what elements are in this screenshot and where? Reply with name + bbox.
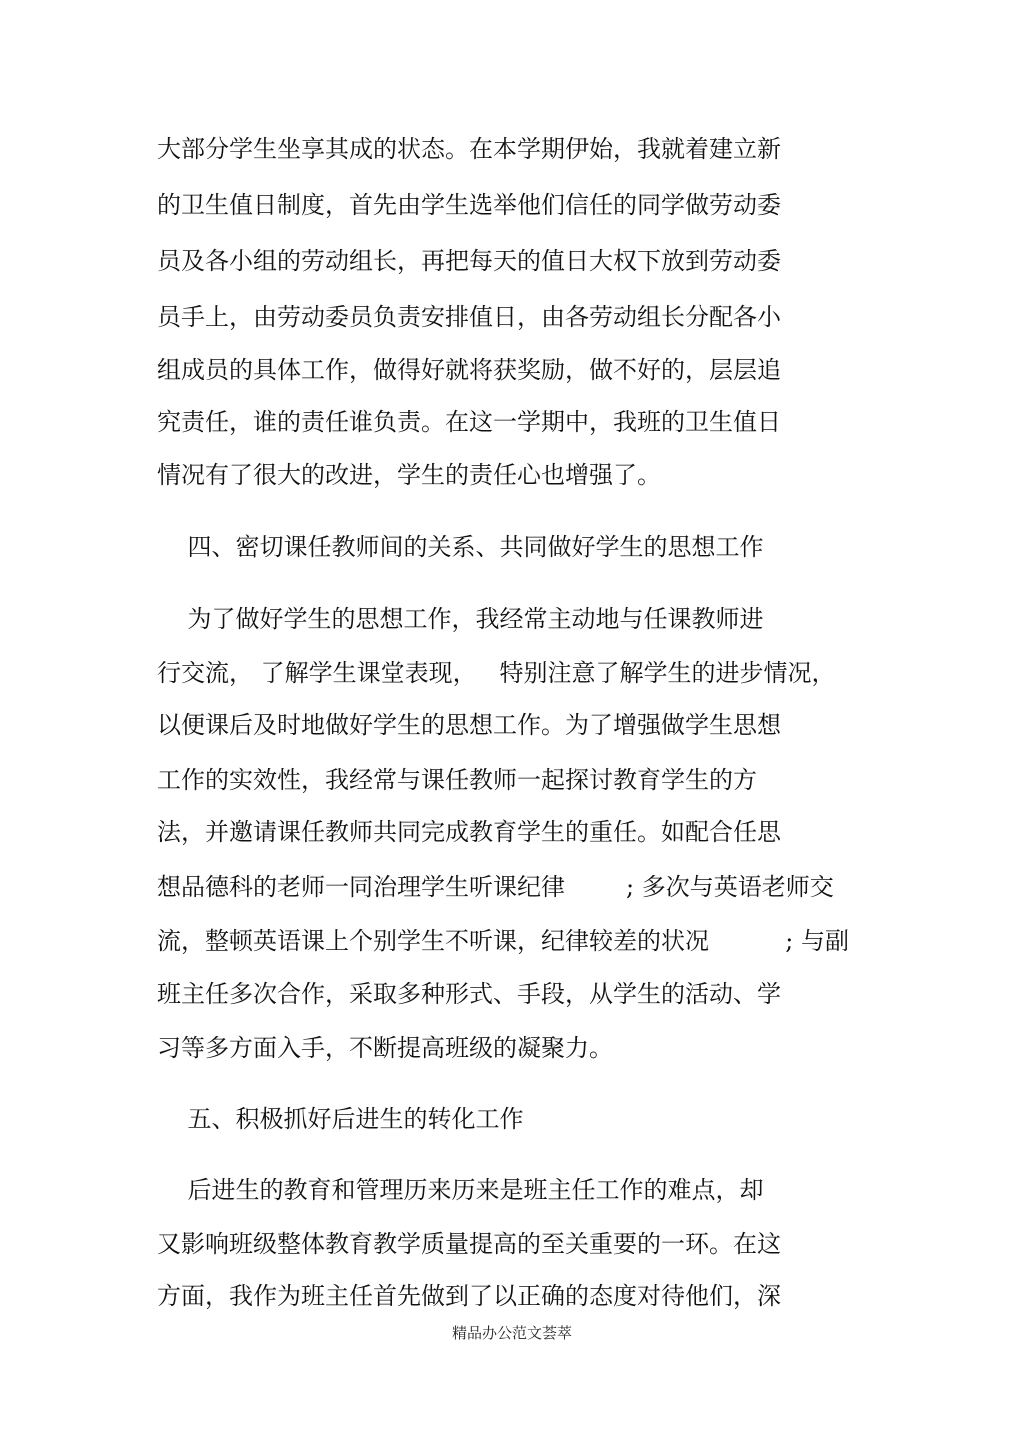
paragraph-line: 员及各小组的劳动组长，再把每天的值日大权下放到劳动委 [157, 247, 781, 275]
paragraph-line: 习等多方面入手，不断提高班级的凝聚力。 [157, 1034, 613, 1062]
paragraph-line: 班主任多次合作，采取多种形式、手段，从学生的活动、学 [157, 980, 781, 1008]
paragraph-line: 员手上，由劳动委员负责安排值日，由各劳动组长分配各小 [157, 303, 781, 331]
paragraph-line: 以便课后及时地做好学生的思想工作。为了增强做学生思想 [157, 711, 781, 739]
paragraph-line: 方面，我作为班主任首先做到了以正确的态度对待他们，深 [157, 1282, 781, 1310]
paragraph-line: 法，并邀请课任教师共同完成教育学生的重任。如配合任思 [157, 818, 781, 846]
paragraph-line: 大部分学生坐享其成的状态。在本学期伊始，我就着建立新 [157, 135, 781, 163]
paragraph-line: 又影响班级整体教育教学质量提高的至关重要的一环。在这 [157, 1230, 781, 1258]
paragraph-line: 流，整顿英语课上个别学生不听课，纪律较差的状况 ; 与副 [157, 927, 850, 955]
paragraph-line: 后进生的教育和管理历来历来是班主任工作的难点，却 [157, 1176, 764, 1204]
paragraph-line: 组成员的具体工作，做得好就将获奖励，做不好的，层层追 [157, 356, 781, 384]
section-heading: 五、积极抓好后进生的转化工作 [157, 1105, 524, 1133]
paragraph-line: 为了做好学生的思想工作，我经常主动地与任课教师进 [157, 605, 764, 633]
paragraph-line: 的卫生值日制度，首先由学生选举他们信任的同学做劳动委 [157, 191, 781, 219]
section-heading: 四、密切课任教师间的关系、共同做好学生的思想工作 [157, 533, 764, 561]
page-footer: 精品办公范文荟萃 [451, 1324, 572, 1342]
paragraph-line: 想品德科的老师一同治理学生听课纪律 ; 多次与英语老师交 [157, 873, 834, 901]
paragraph-line: 工作的实效性，我经常与课任教师一起探讨教育学生的方 [157, 766, 757, 794]
paragraph-line: 行交流， 了解学生课堂表现， 特别注意了解学生的进步情况， [157, 659, 836, 687]
paragraph-line: 究责任，谁的责任谁负责。在这一学期中，我班的卫生值日 [157, 408, 781, 436]
paragraph-line: 情况有了很大的改进，学生的责任心也增强了。 [157, 461, 661, 489]
